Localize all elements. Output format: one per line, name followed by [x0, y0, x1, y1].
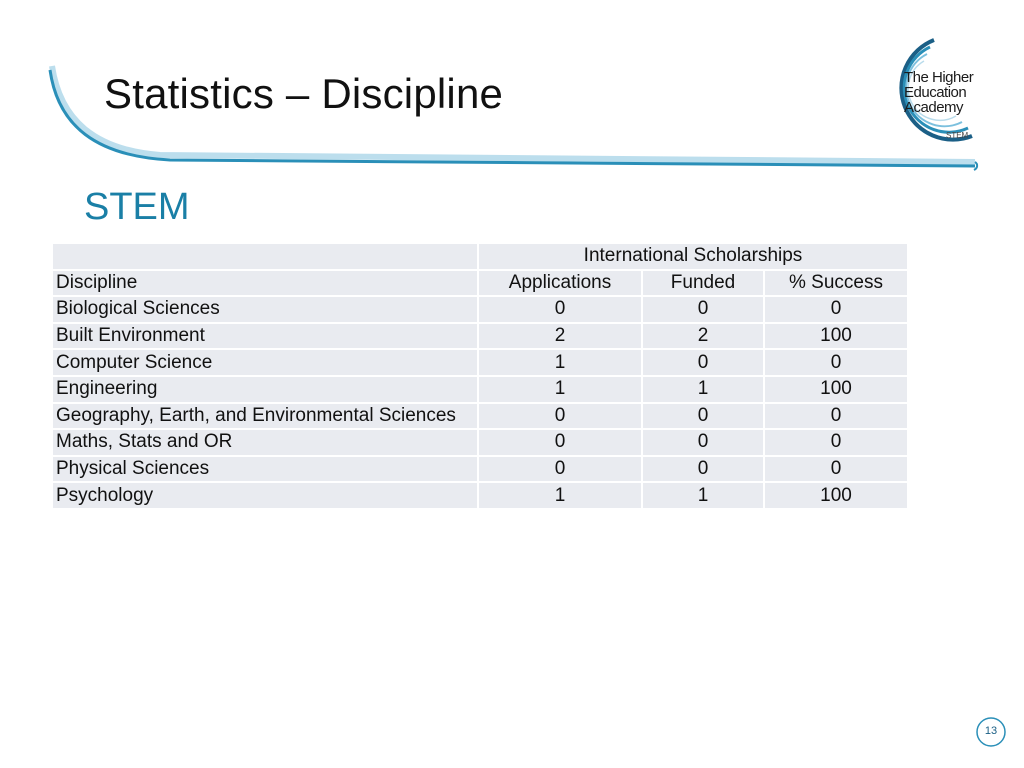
- table-cell: 0: [642, 429, 764, 456]
- table-cell: 0: [478, 456, 642, 483]
- logo-line: Education: [904, 84, 967, 101]
- table-cell: 100: [764, 482, 908, 509]
- table-cell: 1: [642, 482, 764, 509]
- table-cell: 0: [478, 296, 642, 323]
- slide-title: Statistics – Discipline: [104, 70, 504, 117]
- table-cell: Physical Sciences: [52, 456, 478, 483]
- table-row: [52, 482, 908, 509]
- table-cell: 0: [642, 456, 764, 483]
- table-group-header-row: [52, 243, 908, 270]
- logo-text: [904, 70, 984, 115]
- table-row: [52, 403, 908, 430]
- page-number: 13: [984, 725, 998, 737]
- table-cell: 2: [478, 323, 642, 350]
- table-cell: 0: [642, 403, 764, 430]
- table-row: [52, 349, 908, 376]
- column-header: Funded: [642, 270, 764, 297]
- table-cell: Computer Science: [52, 349, 478, 376]
- table-cell: 0: [764, 403, 908, 430]
- table-cell: 1: [642, 376, 764, 403]
- table-cell: 1: [478, 349, 642, 376]
- table-cell: Biological Sciences: [52, 296, 478, 323]
- table-cell: Geography, Earth, and Environmental Sciences: [52, 403, 478, 430]
- table-cell: 0: [478, 429, 642, 456]
- table-cell: 0: [478, 403, 642, 430]
- table-cell: 0: [764, 429, 908, 456]
- table-cell: 2: [642, 323, 764, 350]
- table-row: [52, 323, 908, 350]
- slide-subtitle: STEM: [84, 186, 190, 228]
- table-row: [52, 376, 908, 403]
- table-cell: Maths, Stats and OR: [52, 429, 478, 456]
- table-cell: 0: [642, 349, 764, 376]
- table-cell: Built Environment: [52, 323, 478, 350]
- table-row: [52, 296, 908, 323]
- column-header: % Success: [764, 270, 908, 297]
- table-row: [52, 456, 908, 483]
- table-cell: 0: [764, 456, 908, 483]
- table-group-header: International Scholarships: [478, 243, 908, 270]
- table-cell-empty: [52, 243, 478, 270]
- table-cell: Engineering: [52, 376, 478, 403]
- table-cell: 0: [764, 296, 908, 323]
- statistics-table: [51, 242, 909, 510]
- column-header: Applications: [478, 270, 642, 297]
- table-row: [52, 429, 908, 456]
- table-header-row: [52, 270, 908, 297]
- table-cell: 1: [478, 482, 642, 509]
- table-cell: 0: [642, 296, 764, 323]
- table-cell: 100: [764, 376, 908, 403]
- page-number-badge: [975, 716, 1007, 748]
- table-cell: 100: [764, 323, 908, 350]
- logo-line: The Higher: [904, 69, 974, 86]
- table-cell: 0: [764, 349, 908, 376]
- table-cell: Psychology: [52, 482, 478, 509]
- table-cell: 1: [478, 376, 642, 403]
- column-header: Discipline: [52, 270, 478, 297]
- logo-tag: STEM: [946, 131, 969, 140]
- logo-line: Academy: [904, 99, 964, 116]
